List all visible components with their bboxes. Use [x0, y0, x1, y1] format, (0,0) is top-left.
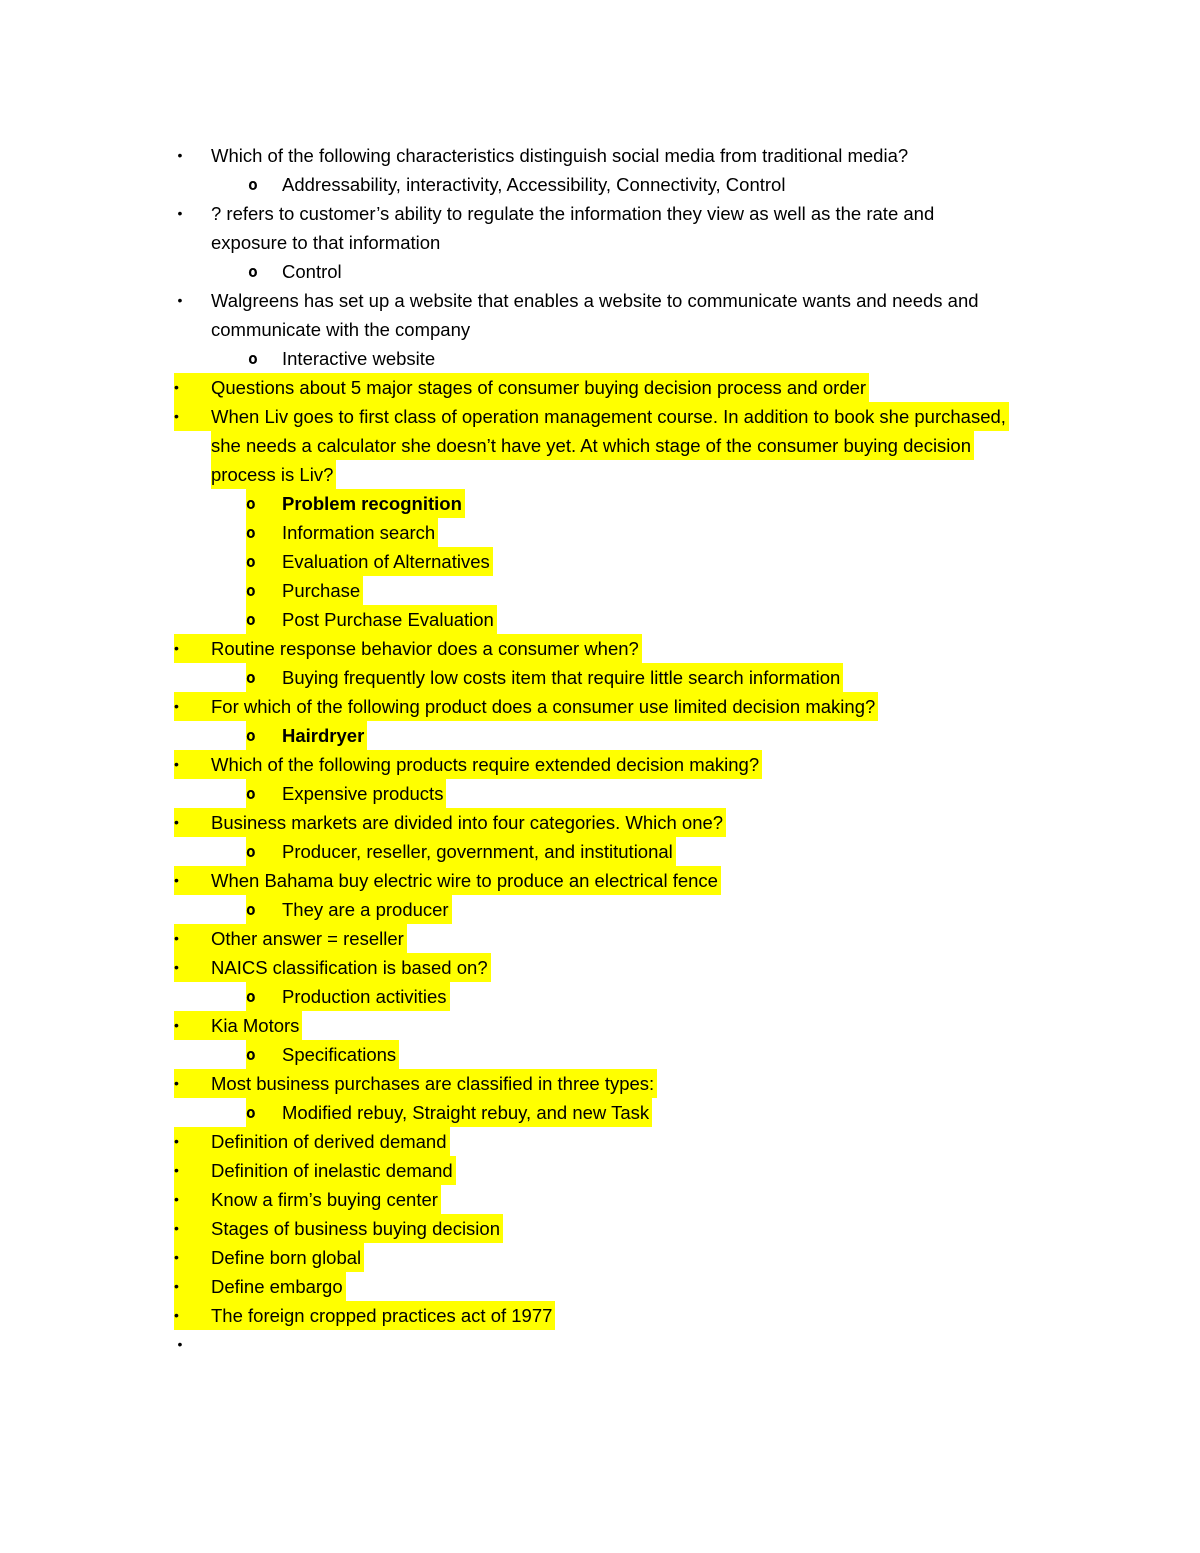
- bullet-icon: •: [177, 292, 183, 308]
- sub-list-item: [0, 547, 1200, 576]
- bullet-icon: •: [174, 692, 211, 721]
- list-item-text: Specifications: [282, 1040, 399, 1069]
- list-item-text: she needs a calculator she doesn’t have yet. At which stage of the consumer buying decision: [211, 431, 974, 460]
- list-item-text: Stages of business buying decision: [211, 1214, 503, 1243]
- sub-list-item: [0, 721, 1200, 750]
- sub-list-item: [0, 257, 1200, 286]
- bullet-icon: •: [174, 1301, 211, 1330]
- bullet-icon: •: [174, 750, 211, 779]
- sub-list-item: [0, 170, 1200, 199]
- bullet-icon: •: [174, 402, 211, 431]
- list-item-continuation: [0, 315, 1200, 344]
- list-item-text: Buying frequently low costs item that require little search information: [282, 663, 843, 692]
- sub-bullet-icon: o: [246, 1098, 282, 1127]
- list-item-text: Expensive products: [282, 779, 446, 808]
- sub-list-item: [0, 605, 1200, 634]
- sub-bullet-icon: o: [248, 262, 258, 281]
- list-item-text: Most business purchases are classified in three types:: [211, 1069, 657, 1098]
- bullet-icon: •: [174, 1156, 211, 1185]
- sub-bullet-icon: o: [246, 837, 282, 866]
- list-item-text: Evaluation of Alternatives: [282, 547, 493, 576]
- sub-bullet-icon: o: [246, 489, 282, 518]
- list-item: [0, 953, 1200, 982]
- list-item-text: Which of the following characteristics distinguish social media from traditional media?: [211, 145, 909, 166]
- list-item-text: Addressability, interactivity, Accessibility, Connectivity, Control: [282, 174, 786, 195]
- sub-bullet-icon: o: [248, 175, 258, 194]
- sub-list-item: [0, 663, 1200, 692]
- list-item-text: They are a producer: [282, 895, 452, 924]
- list-item-text: exposure to that information: [211, 232, 441, 253]
- bullet-icon: •: [177, 205, 183, 221]
- list-item-text: Business markets are divided into four categories. Which one?: [211, 808, 726, 837]
- list-item-text: Other answer = reseller: [211, 924, 407, 953]
- bullet-icon: •: [174, 866, 211, 895]
- list-item-text: Problem recognition: [282, 489, 465, 518]
- sub-list-item: [0, 489, 1200, 518]
- sub-bullet-icon: o: [246, 663, 282, 692]
- list-item-text: The foreign cropped practices act of 1977: [211, 1301, 555, 1330]
- sub-list-item: [0, 518, 1200, 547]
- list-item-continuation: [0, 431, 1200, 460]
- list-item-text: Know a firm’s buying center: [211, 1185, 441, 1214]
- list-item: [0, 199, 1200, 228]
- bullet-icon: •: [174, 373, 211, 402]
- list-item-text: Post Purchase Evaluation: [282, 605, 497, 634]
- list-item-text: When Bahama buy electric wire to produce an electrical fence: [211, 866, 721, 895]
- list-item-text: Hairdryer: [282, 721, 367, 750]
- sub-list-item: [0, 779, 1200, 808]
- sub-list-item: [0, 895, 1200, 924]
- list-item: [0, 1127, 1200, 1156]
- list-item: [0, 808, 1200, 837]
- list-item: [0, 634, 1200, 663]
- bullet-list: [0, 141, 1200, 1359]
- sub-list-item: [0, 1040, 1200, 1069]
- list-item: [0, 1272, 1200, 1301]
- sub-list-item: [0, 344, 1200, 373]
- bullet-icon: •: [174, 924, 211, 953]
- bullet-icon: •: [174, 634, 211, 663]
- list-item-text: Kia Motors: [211, 1011, 302, 1040]
- list-item-text: communicate with the company: [211, 319, 471, 340]
- sub-list-item: [0, 1098, 1200, 1127]
- list-item-text: Define embargo: [211, 1272, 346, 1301]
- bullet-icon: •: [177, 1336, 183, 1352]
- bullet-icon: •: [174, 1243, 211, 1272]
- sub-bullet-icon: o: [248, 349, 258, 368]
- sub-bullet-icon: o: [246, 576, 282, 605]
- list-item: [0, 692, 1200, 721]
- list-item: [0, 1330, 1200, 1359]
- list-item-text: Questions about 5 major stages of consumer buying decision process and order: [211, 373, 869, 402]
- list-item: [0, 373, 1200, 402]
- list-item-text: Definition of inelastic demand: [211, 1156, 456, 1185]
- list-item-text: Definition of derived demand: [211, 1127, 450, 1156]
- list-item-text: Purchase: [282, 576, 363, 605]
- list-item-continuation: [0, 228, 1200, 257]
- sub-bullet-icon: o: [246, 895, 282, 924]
- bullet-icon: •: [174, 1069, 211, 1098]
- list-item-text: NAICS classification is based on?: [211, 953, 491, 982]
- list-item: [0, 1301, 1200, 1330]
- list-item-text: Modified rebuy, Straight rebuy, and new Task: [282, 1098, 652, 1127]
- bullet-icon: •: [174, 953, 211, 982]
- list-item-text: Control: [282, 261, 342, 282]
- list-item-continuation: [0, 460, 1200, 489]
- bullet-icon: •: [174, 1011, 211, 1040]
- list-item-text: Which of the following products require extended decision making?: [211, 750, 762, 779]
- sub-bullet-icon: o: [246, 1040, 282, 1069]
- list-item: [0, 750, 1200, 779]
- list-item-text: Production activities: [282, 982, 450, 1011]
- list-item: [0, 924, 1200, 953]
- list-item-text: Define born global: [211, 1243, 364, 1272]
- list-item-text: Walgreens has set up a website that enables a website to communicate wants and needs and: [211, 290, 979, 311]
- list-item-text: When Liv goes to first class of operation management course. In addition to book she purchased,: [211, 402, 1009, 431]
- bullet-icon: •: [177, 147, 183, 163]
- list-item: [0, 1156, 1200, 1185]
- sub-bullet-icon: o: [246, 547, 282, 576]
- list-item: [0, 1243, 1200, 1272]
- list-item: [0, 1069, 1200, 1098]
- sub-bullet-icon: o: [246, 982, 282, 1011]
- list-item: [0, 1185, 1200, 1214]
- list-item: [0, 866, 1200, 895]
- list-item-text: process is Liv?: [211, 460, 336, 489]
- bullet-icon: •: [174, 1185, 211, 1214]
- list-item: [0, 286, 1200, 315]
- list-item: [0, 402, 1200, 431]
- list-item-text: Information search: [282, 518, 438, 547]
- list-item: [0, 1214, 1200, 1243]
- list-item-text: Routine response behavior does a consumer when?: [211, 634, 642, 663]
- bullet-icon: •: [174, 1127, 211, 1156]
- bullet-icon: •: [174, 1272, 211, 1301]
- list-item-text: Producer, reseller, government, and institutional: [282, 837, 676, 866]
- list-item: [0, 1011, 1200, 1040]
- sub-list-item: [0, 982, 1200, 1011]
- list-item-text: For which of the following product does a consumer use limited decision making?: [211, 692, 878, 721]
- list-item-text: Interactive website: [282, 348, 436, 369]
- sub-bullet-icon: o: [246, 779, 282, 808]
- bullet-icon: •: [174, 808, 211, 837]
- list-item: [0, 141, 1200, 170]
- sub-bullet-icon: o: [246, 518, 282, 547]
- sub-list-item: [0, 576, 1200, 605]
- sub-list-item: [0, 837, 1200, 866]
- list-item-text: ? refers to customer’s ability to regulate the information they view as well as the rate and: [211, 203, 935, 224]
- bullet-icon: •: [174, 1214, 211, 1243]
- sub-bullet-icon: o: [246, 721, 282, 750]
- sub-bullet-icon: o: [246, 605, 282, 634]
